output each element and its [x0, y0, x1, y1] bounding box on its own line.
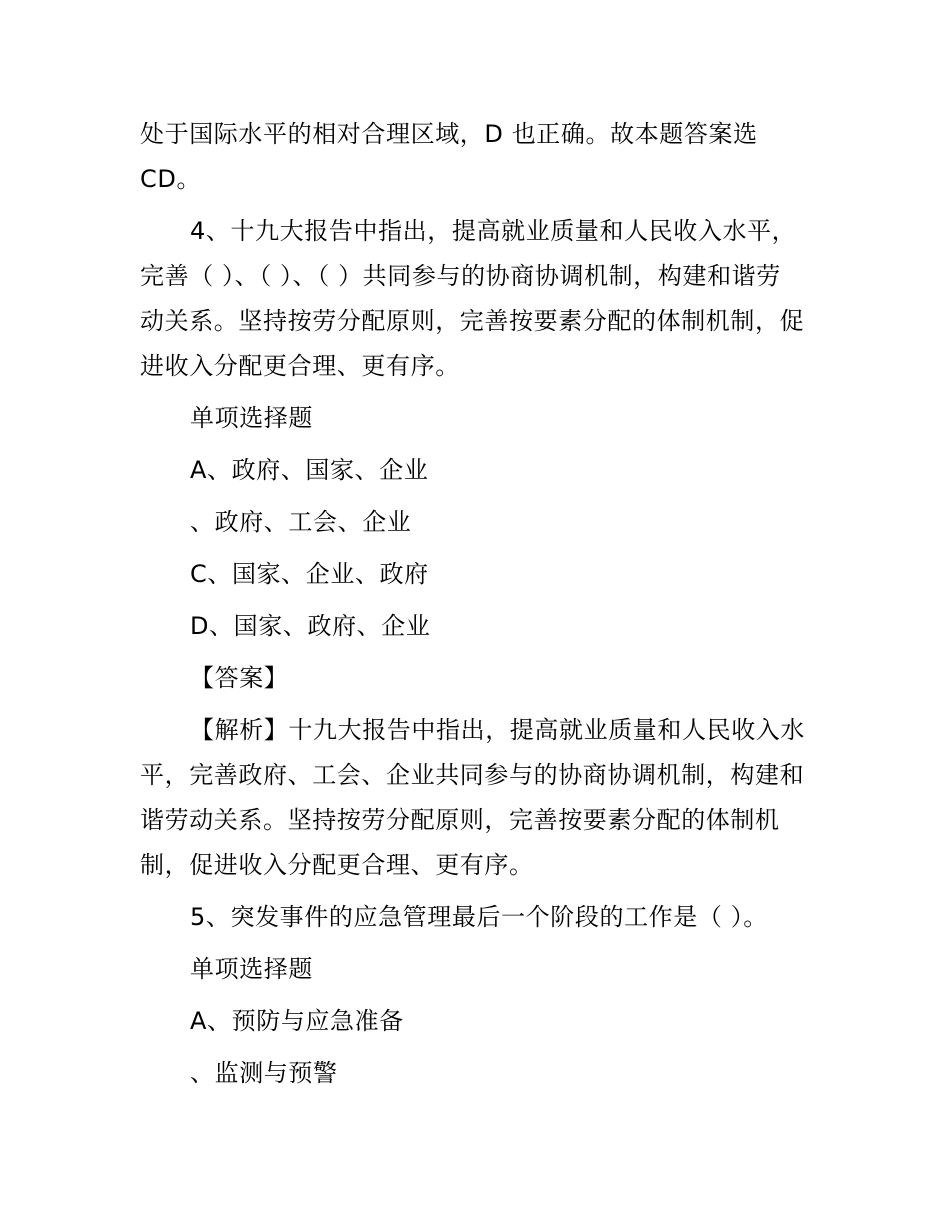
- text-line: 进收入分配更合理、更有序。: [140, 352, 460, 380]
- text-line: 动关系。坚持按劳分配原则，完善按要素分配的体制机制，促: [140, 307, 805, 335]
- document-page: [140, 112, 812, 1103]
- text-line: 谐劳动关系。坚持按劳分配原则，完善按要素分配的体制机: [140, 806, 780, 834]
- question-5-type: 单项选择题: [190, 955, 313, 983]
- question-4-text: [140, 209, 812, 389]
- question-4-type: 单项选择题: [190, 404, 313, 432]
- question-5-option-b: 、监测与预警: [190, 1059, 338, 1087]
- question-4-option-b: 、政府、工会、企业: [190, 508, 412, 536]
- question-5-option-a: A、预防与应急准备: [190, 1007, 404, 1035]
- question-5-text: 5、突发事件的应急管理最后一个阶段的工作是（ ）。: [190, 903, 768, 931]
- intro-paragraph: [140, 112, 812, 202]
- text-line: 完善（ ）、（ ）、（ ）共同参与的协商协调机制，构建和谐劳: [140, 262, 781, 290]
- text-line: 平，完善政府、工会、企业共同参与的协商协调机制，构建和: [140, 761, 805, 789]
- text-line: 4、十九大报告中指出，提高就业质量和人民收入水平，: [190, 217, 797, 245]
- question-4-option-a: A、政府、国家、企业: [190, 456, 429, 484]
- text-line: 【解析】十九大报告中指出，提高就业质量和人民收入水: [190, 716, 805, 744]
- question-4-option-c: C、国家、企业、政府: [190, 560, 429, 588]
- question-4-analysis: [140, 708, 812, 888]
- text-line: 制，促进收入分配更合理、更有序。: [140, 851, 534, 879]
- text-line: 处于国际水平的相对合理区域，D 也正确。故本题答案选: [140, 120, 758, 148]
- question-4-option-d: D、国家、政府、企业: [190, 612, 431, 640]
- text-line: CD。: [140, 165, 202, 193]
- question-4-answer-label: 【答案】: [190, 664, 289, 692]
